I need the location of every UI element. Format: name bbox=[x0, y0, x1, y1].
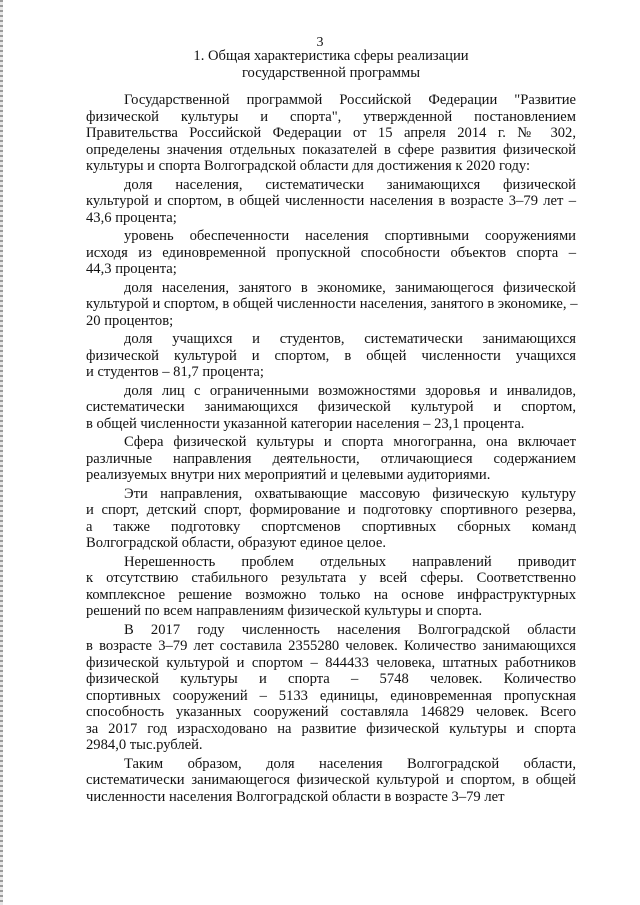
paragraph-line: в возрасте 3–79 лет составила 2355280 человек. Количество занимающихся bbox=[86, 638, 576, 654]
paragraph bbox=[86, 622, 576, 754]
paragraph-line: культурой и спортом, в общей численности населения, занятого в экономике, – bbox=[86, 296, 578, 312]
paragraph-line: решений по всем направлениям физической культуры и спорта. bbox=[86, 603, 483, 619]
paragraph-line: к отсутствию стабильного результата у всей сферы. Соответственно bbox=[86, 570, 576, 586]
paragraph bbox=[86, 228, 576, 278]
paragraph-line: и студентов – 81,7 процента; bbox=[86, 364, 264, 380]
paragraph-line: систематически занимающихся физической культурой и спортом, bbox=[86, 399, 576, 415]
paragraph bbox=[86, 486, 576, 552]
paragraph-line: а также подготовку спортсменов спортивных сборных команд bbox=[86, 518, 576, 535]
paragraph-line: за 2017 год израсходовано на развитие физической культуры и спорта bbox=[86, 720, 576, 737]
paragraph-line: Сфера физической культуры и спорта многогранна, она включает bbox=[124, 434, 576, 450]
paragraph-line: Государственной программой Российской Федерации "Развитие bbox=[124, 92, 576, 108]
paragraph-line: исходя из единовременной пропускной способности объектов спорта – bbox=[86, 244, 576, 261]
paragraph-line: в общей численности указанной категории населения – 23,1 процента. bbox=[86, 415, 525, 432]
scan-edge-artifact bbox=[0, 0, 3, 905]
paragraph-line: культуры и спорта Волгоградской области для достижения к 2020 году: bbox=[86, 158, 531, 174]
paragraph bbox=[86, 280, 576, 330]
paragraph-line: физической культурой и спортом – 844433 человека, штатных работников bbox=[86, 654, 576, 671]
body-text bbox=[86, 92, 576, 807]
paragraph bbox=[86, 331, 576, 381]
paragraph-line: физической культуры и спорта", утвержденной постановлением bbox=[86, 108, 576, 125]
paragraph-line: определены значения отдельных показателей в сфере развития физической bbox=[86, 141, 576, 158]
paragraph-line: комплексное решение возможно только на основе инфраструктурных bbox=[86, 586, 576, 603]
paragraph-line: спортивных сооружений – 5133 единицы, единовременная пропускная bbox=[86, 687, 576, 704]
paragraph bbox=[86, 383, 576, 433]
paragraph-line: Правительства Российской Федерации от 15 апреля 2014 г. № 302, bbox=[86, 125, 576, 141]
paragraph bbox=[86, 554, 576, 620]
paragraph-line: доля населения, систематически занимающихся физической bbox=[124, 176, 576, 193]
section-heading bbox=[86, 48, 576, 81]
paragraph bbox=[86, 756, 576, 806]
section-heading-line: государственной программы bbox=[241, 64, 421, 81]
paragraph-line: физической культурой и спортом, в общей численности учащихся bbox=[86, 347, 576, 364]
paragraph-line: Таким образом, доля населения Волгоградской области, bbox=[124, 755, 576, 772]
paragraph-line: Эти направления, охватывающие массовую физическую культуру bbox=[124, 485, 576, 502]
paragraph-line: 20 процентов; bbox=[86, 312, 174, 329]
paragraph-line: различные направления деятельности, отличающиеся содержанием bbox=[86, 450, 576, 467]
paragraph-line: 43,6 процента; bbox=[86, 209, 177, 226]
paragraph-line: доля населения, занятого в экономике, занимающегося физической bbox=[124, 279, 576, 296]
paragraph-line: численности населения Волгоградской области в возрасте 3–79 лет bbox=[86, 788, 505, 805]
paragraph-line: уровень обеспеченности населения спортивными сооружениями bbox=[124, 228, 576, 244]
paragraph-line: В 2017 году численность населения Волгоградской области bbox=[124, 621, 576, 638]
paragraph-line: реализуемых внутри них мероприятий и целевыми аудиториями. bbox=[86, 467, 491, 483]
paragraph bbox=[86, 434, 576, 484]
paragraph-line: Нерешенность проблем отдельных направлений приводит bbox=[124, 553, 576, 570]
paragraph-line: 2984,0 тыс.рублей. bbox=[86, 737, 203, 753]
paragraph-line: 44,3 процента; bbox=[86, 261, 177, 277]
paragraph-line: культурой и спортом, в общей численности населения в возрасте 3–79 лет – bbox=[86, 193, 576, 209]
paragraph-line: физической культуры и спорта – 5748 человек. Количество bbox=[86, 671, 576, 687]
paragraph-line: доля учащихся и студентов, систематически занимающихся bbox=[124, 331, 576, 347]
paragraph bbox=[86, 177, 576, 227]
section-heading-line: 1. Общая характеристика сферы реализации bbox=[193, 48, 469, 64]
paragraph-line: и спорт, детский спорт, формирование и подготовку спортивного резерва, bbox=[86, 502, 576, 518]
paragraph-line: систематически занимающегося физической культурой и спортом, в общей bbox=[86, 772, 576, 788]
paragraph bbox=[86, 92, 576, 175]
paragraph-line: доля лиц с ограниченными возможностями здоровья и инвалидов, bbox=[124, 382, 576, 399]
paragraph-line: способность указанных сооружений составляла 146829 человек. Всего bbox=[86, 704, 576, 720]
paragraph-line: Волгоградской области, образуют единое целое. bbox=[86, 535, 386, 551]
page-number: 3 bbox=[316, 35, 324, 50]
